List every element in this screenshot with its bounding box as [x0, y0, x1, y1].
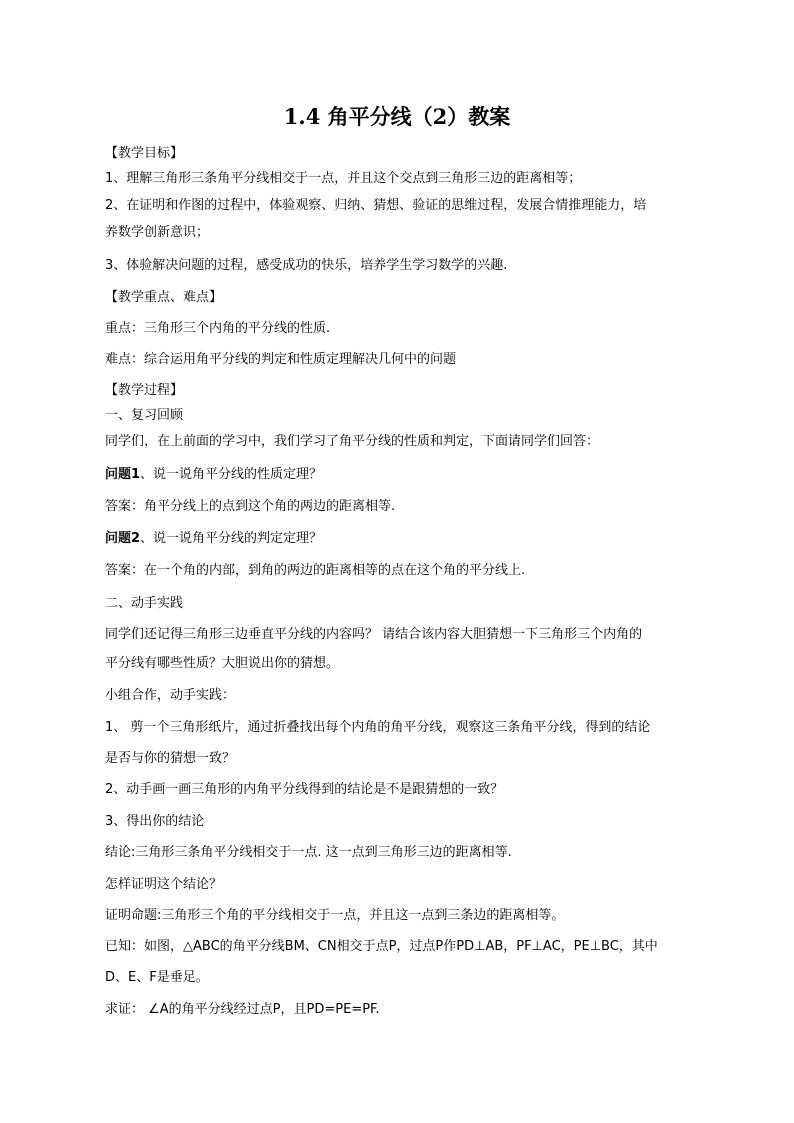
objectives-heading: 【教学目标】 [105, 146, 184, 161]
prove-statement: 求证： ∠A的角平分线经过点P，且PD=PE=PF. [105, 1002, 380, 1017]
question-2-text: 、说一说角平分线的判定定理？ [140, 531, 323, 546]
question-2 [105, 530, 695, 548]
practice-line-1: 同学们还记得三角形三边垂直平分线的内容吗？ 请结合该内容大胆猜想一下三角形三个内角的 [105, 627, 643, 642]
keypoints-heading: 【教学重点、难点】 [105, 290, 223, 305]
question-1-text: 、说一说角平分线的性质定理？ [140, 467, 323, 482]
group-work: 小组合作，动手实践： [105, 688, 236, 703]
part1-heading: 一、复习回顾 [105, 408, 184, 423]
conclusion: 结论:三角形三条角平分线相交于一点. 这一点到三角形三边的距离相等. [105, 845, 512, 860]
given-line-2: D、E、F是垂足。 [105, 970, 209, 985]
objective-2-line-1: 2、在证明和作图的过程中，体验观察、归纳、猜想、验证的思维过程，发展合情推理能力，培 [105, 198, 647, 213]
step-3: 3、得出你的结论 [105, 814, 205, 829]
step-1-line-1: 1、 剪一个三角形纸片，通过折叠找出每个内角的角平分线，观察这三条角平分线，得到的结论 [105, 720, 651, 735]
intro-text: 同学们，在上前面的学习中，我们学习了角平分线的性质和判定，下面请同学们回答： [105, 434, 600, 449]
how-to-prove: 怎样证明这个结论？ [105, 877, 223, 892]
answer-1: 答案：角平分线上的点到这个角的两边的距离相等. [105, 499, 396, 514]
given-line-1: 已知：如图，△ABC的角平分线BM、CN相交于点P，过点P作PD⊥AB，PF⊥AC，PE⊥BC，其中 [105, 939, 658, 954]
objective-2-line-2: 养数学创新意识； [105, 225, 210, 240]
answer-2: 答案：在一个角的内部，到角的两边的距离相等的点在这个角的平分线上. [105, 563, 526, 578]
keypoint: 重点：三角形三个内角的平分线的性质. [105, 321, 331, 336]
difficulty: 难点：综合运用角平分线的判定和性质定理解决几何中的问题 [105, 352, 457, 367]
step-1-line-2: 是否与你的猜想一致？ [105, 751, 236, 766]
practice-line-2: 平分线有哪些性质？大胆说出你的猜想。 [105, 656, 340, 671]
part2-heading: 二、动手实践 [105, 596, 184, 611]
page-title: 1.4 角平分线（2）教案 [283, 104, 511, 129]
proposition: 证明命题:三角形三个角的平分线相交于一点，并且这一点到三条边的距离相等。 [105, 908, 565, 923]
process-heading: 【教学过程】 [105, 383, 184, 398]
question-1 [105, 466, 695, 484]
objective-1: 1、理解三角形三条角平分线相交于一点，并且这个交点到三角形三边的距离相等； [105, 171, 582, 186]
question-1-label: 问题1 [105, 467, 141, 482]
objective-3: 3、体验解决问题的过程，感受成功的快乐，培养学生学习数学的兴趣. [105, 258, 508, 273]
question-2-label: 问题2 [105, 531, 141, 546]
step-2: 2、动手画一画三角形的内角平分线得到的结论是不是跟猜想的一致？ [105, 782, 504, 797]
